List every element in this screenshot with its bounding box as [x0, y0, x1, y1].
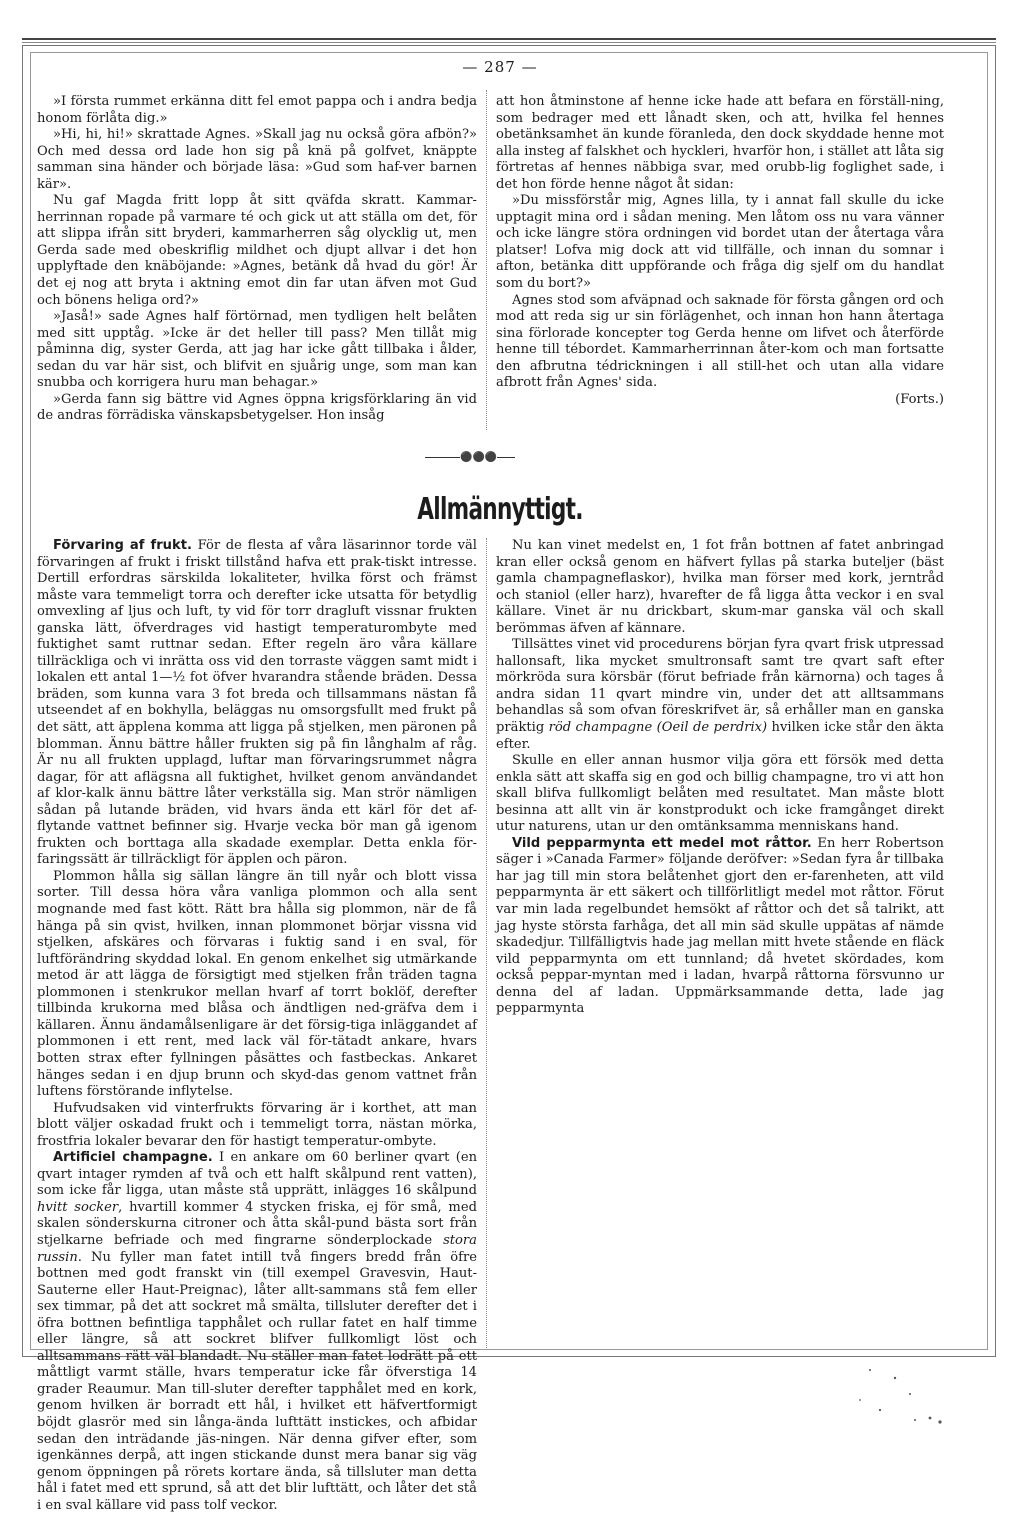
story-column-right	[496, 94, 944, 408]
column-rule-top	[486, 90, 487, 430]
article-heading-frukt: Förvaring af frukt.	[53, 538, 192, 553]
article-heading-champagne: Artificiel champagne.	[53, 1150, 213, 1166]
article-frukt-paragraph	[37, 538, 477, 869]
article-champagne-text: hvilken icke står den äkta efter.	[496, 720, 944, 752]
article-champagne-text: , hvartill kommer 4 stycken friska, ej för små, med skalen sönderskurna citroner och åtta skål-pund bästa sort från stjelkarne befriade och med fingrarne sönderplockade	[37, 1199, 477, 1248]
article-champagne-paragraph	[496, 637, 944, 753]
article-frukt-text: För de flesta af våra läsarinnor torde väl förvaringen af frukt i friskt tillstånd hafva ett prak-tiskt intresse. Dertill erfordras särskilda lokaliteter, hvilka först och främst måste vara temmeligt torra och derefter icke utsatta för betydlig omvexling af ljus och luft, ty vid för torr dragluft vissnar frukten ganska lätt, öfverdrages vid hastigt temperaturombyte med fuktighet samt ruttnar sedan. Efter regeln äro våra källare tillräckliga och vi inrätta oss vid den torraste väggen samt midt i lokalen ett antal 1—½ fot öfver hvarandra stående bräden. Dessa bräden, som kunna vara 3 fot breda och tillsammans nästan få utseendet af en bokhylla, beläggas nu omsorgsfullt med frukt på det sätt, att äpplena komma att ligga på stjelken, men päronen på blomman. Ännu bättre håller frukten sig på fin långhalm af råg. Är nu all frukten upplagd, luftar man förvaringsrummet några dagar, för att aflägsna all fuktighet, hvilket genom användandet af klor-kalk ännu bättre låter verkställa sig. Man strör nämligen sådan på lutande bräden, vid hvars ända ett kärl för det af-flytande vattnet befinner sig. Hvarje vecka bör man gå igenom frukten och borttaga alla skadade exemplar. Detta enkla för-faringssätt är tillräckligt för äpplen och päron.	[37, 538, 477, 868]
story-paragraph: »Jaså!» sade Agnes half förtörnad, men tydligen helt belåten med sitt upptåg. »Icke är det heller till pass? Men tillåt mig påminna dig, syster Gerda, att jag har icke gått tillbaka i ålder, sedan du var här sist, och blifvit en sjuårig unge, som man kan snubba och korrigera huru man behagar.»	[37, 309, 477, 391]
story-paragraph: »Gerda fann sig bättre vid Agnes öppna krigsförklaring än vid de andras förrädiska vänskapsbetygelser. Hon insåg	[37, 391, 477, 424]
articles-column-right	[496, 538, 944, 1018]
section-divider	[425, 452, 515, 464]
story-paragraph: »Hi, hi, hi!» skrattade Agnes. »Skall jag nu också göra afbön?» Och med dessa ord lade hon sig på knä på golfvet, knäppte samman sina händer och började läsa: »Gud som haf-ver barnen kär».	[37, 127, 477, 192]
scan-speck	[879, 1409, 881, 1411]
scan-speck	[914, 1419, 916, 1421]
article-champagne-paragraph	[37, 1150, 477, 1514]
story-paragraph: Agnes stod som afväpnad och saknade för första gången ord och mod att reda sig ur sin förlägenhet, och innan hon hann återtaga sina förlorade koncepter tog Gerda henne om lifvet och återförde henne till tébordet. Kammarherrinnan åter-kom och man fortsatte den afbrutna tédrickningen i all still-het och utan alla vidare afbrott från Agnes' sida.	[496, 292, 944, 391]
scan-speck	[909, 1393, 911, 1395]
story-paragraph: »I första rummet erkänna ditt fel emot pappa och i andra bedja honom förlåta dig.»	[37, 94, 477, 126]
divider-ornament: ⚫⚫⚫	[460, 452, 498, 463]
top-border-thin	[22, 42, 996, 43]
story-paragraph: att hon åtminstone af henne icke hade att befara en förställ-ning, som bedrager med ett lånadt sken, och att, hvilka fel hennes obetänksamhet än kunde föranleda, den dock skyddade henne mot alla insteg af falskhet och hyckleri, hvarför hon, i stället att låta sig förtretas af hennes näbbiga svar, med orubb-lig foglighet sade, i det hon förde henne något åt sidan:	[496, 94, 944, 192]
story-paragraph: Nu gaf Magda fritt lopp åt sitt qväfda skratt. Kammar-herrinnan ropade på varmare té och gick ut att ställa om det, för att slippa ifrån sitt bryderi, kammarherren såg olycklig ut, men Gerda sade med obeskriflig mildhet och djupt allvar i det hon upplyftade den knäböjande: »Agnes, betänk då hvad du gör! Är det ej nog att bryta i aktning emot din far utan äfven mot Gud och bönens heliga ord?»	[37, 193, 477, 308]
article-pepparmynta-text: En herr Robertson säger i »Canada Farmer» följande deröfver: »Sedan fyra år tillbaka har jag till min stora belåtenhet gjort den er-farenheten, att vild pepparmynta är ett säkert och tillförlitligt medel mot råttor. Förut var min lada regelbundet hemsökt af råttor och det så talrikt, att jag hyste största farhåga, det all min säd skulle uppätas af nämde skadedjur. Tillfälligtvis hade jag mellan mitt hvete stående en fläck vild pepparmynta om ett tunnland; då hvetet skördades, kom också peppar-myntan med i ladan, hvarpå råttorna försvunno ur denna del af ladan. Uppmärksammande detta, lade jag pepparmynta	[496, 835, 944, 1017]
column-rule-bottom	[486, 538, 487, 1348]
story-column-left	[37, 94, 477, 425]
article-champagne-italic: stora russin	[37, 1232, 477, 1265]
articles-column-left	[37, 538, 477, 1514]
article-frukt-paragraph: Hufvudsaken vid vinterfrukts förvaring är i korthet, att man blott väljer oskadad frukt och i temmeligt torra, nästan mörka, frostfria lokaler bevarar den för hastigt temperatur-ombyte.	[37, 1100, 477, 1149]
article-heading-pepparmynta: Vild pepparmynta ett medel mot råttor.	[512, 835, 812, 851]
top-border-thick	[22, 38, 996, 40]
continued-note: (Forts.)	[895, 391, 944, 407]
article-champagne-text: I en ankare om 60 berliner qvart (en qvart intager rymden af två och ett halft skålpund rent vatten), som icke får ligga, utan måste stå upprätt, inlägges 16 skålpund	[37, 1150, 478, 1199]
scan-speck	[929, 1417, 932, 1420]
article-champagne-paragraph: Nu kan vinet medelst en, 1 fot från bottnen af fatet anbringad kran eller också genom en häfvert fyllas på starka buteljer (bäst gamla champagneflaskor), hvilka man förser med kork, jerntråd och staniol (eller harz), hvarefter de få ligga åtta veckor i en sval källare. Vinet är nu drickbart, skum-mar ganska väl och skall berömmas äfven af kännare.	[496, 538, 944, 636]
story-paragraph: »Du missförstår mig, Agnes lilla, ty i annat fall skulle du icke upptagit mina ord i sådan mening. Men låtom oss nu vara vänner och icke längre störa ordningen vid bordet utan der återtaga våra platser! Lofva mig dock att vid tillfälle, och innan du somnar i afton, betänka ditt uppförande och fråga dig sjelf om du handlat som du bort?»	[496, 193, 944, 292]
page-number: — 287 —	[462, 58, 538, 76]
scan-marks	[840, 1360, 1000, 1428]
scan-speck	[859, 1399, 861, 1401]
scan-speck	[894, 1377, 896, 1379]
article-champagne-italic: hvitt socker	[37, 1199, 119, 1215]
article-champagne-text: . Nu fyller man fatet intill två fingers bredd från öfre bottnen med godt franskt vin (till exempel Gravesvin, Haut-Sauterne eller Haut-Preignac), låter allt-sammans stå fem eller sex timmar, på det att sockret må smälta, tillsluter derefter det i öfra bottnen befintliga tapphålet och rullar fatet en half timme eller längre, så att sockret blifver fullkomligt löst och alltsammans rätt väl blandadt. Nu ställer man fatet lodrätt på ett måttligt varmt ställe, hvars temperatur icke får öfverstiga 14 grader Reaumur. Man till-sluter derefter tapphålet med en kork, genom hvilken är borradt ett hål, i hvilket ett häfvertformigt böjdt glasrör med sin långa-ända lufttätt instickes, och afbidar sedan den inträdande jäs-ningen. När denna gifver efter, som igenkännes derpå, att ingen stickande dunst mera banar sig väg genom öppningen på rörets kortare ända, så tillsluter man detta hål i fatet med ett sprund, så att det blir lufttätt, och låter det stå i en sval källare vid pass tolf veckor.	[37, 1249, 477, 1513]
article-champagne-italic: röd champagne (Oeil de perdrix)	[548, 720, 768, 736]
scan-speck	[938, 1420, 941, 1423]
article-champagne-paragraph: Skulle en eller annan husmor vilja göra ett försök med detta enkla sätt att skaffa sig en god och billig champagne, tro vi att hon skall blifva fullkomligt belåten med resultatet. Man måste blott besinna att allt vin är konstprodukt och icke framgånget direkt utur naturens, utan ur den omtänksamma menniskans hand.	[496, 753, 944, 835]
article-pepparmynta-paragraph	[496, 836, 944, 1018]
section-title: Allmännyttigt.	[417, 492, 583, 527]
scan-speck	[869, 1369, 871, 1371]
article-champagne-text: Tillsättes vinet vid procedurens början fyra qvart frisk utpressad hallonsaft, lika mycket smultronsaft samt tre qvart saft efter mörkröda sura körsbär (förut befriade från kärnorna) och tages å andra sidan 11 qvart mindre vin, under det att alltsammans behandlas så som ofvan föreskrifvet är, så erhåller man en ganska präktig	[496, 637, 944, 736]
article-frukt-paragraph: Plommon hålla sig sällan längre än till nyår och blott vissa sorter. Till dessa höra våra vanliga plommon och alla sent mognande med fast kött. Rätt bra hålla sig plommon, när de få hänga på sin qvist, hvilken, innan plommonet börjar vissna vid stjelken, afskäres och förvaras i fuktig sand i en sval, för luftförändring skyddad lokal. En genom enkelhet sig utmärkande metod är att lägga de försigtigt med stjelken från träden tagna plommonen i stenkrukor mellan hvarf af torrt boklöf, derefter tillbinda krukorna med blåsa och ändtligen ned-gräfva dem i källaren. Ännu ändamålsenligare är det försig-tiga inläggandet af plommonen i ett rent, med lack väl för-tätadt ankare, hvars botten strax efter fyllningen påsättes och fastbeckas. Ankaret hänges sedan i en djup brunn och skyd-das genom vattnet från luftens förstörande inflytelse.	[37, 868, 477, 1100]
